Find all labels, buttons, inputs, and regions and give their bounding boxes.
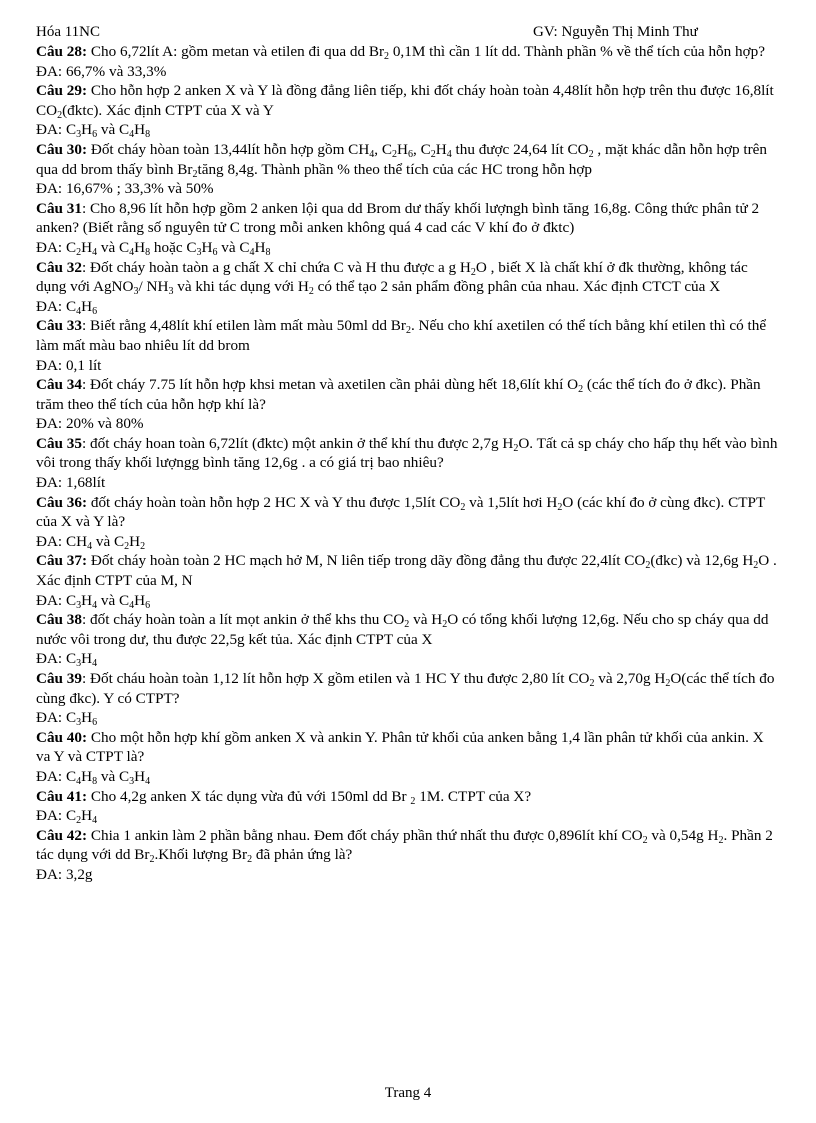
- question-label: Câu 36:: [36, 493, 88, 511]
- question-item: [36, 493, 780, 532]
- question-label: Câu 37:: [36, 552, 88, 570]
- question-item: [36, 610, 780, 649]
- question-text: : đốt cháy hoan toàn 6,72lít (đktc) một ankin ở thể khí thu được 2,7g $H_2O$. Tất cả sp cháy cho hấp thụ hết vào bình vôi trong thấy khối lượngg bình tăng 12,6g . a có giá trị bao nhiêu?: [36, 434, 778, 472]
- question-label: Câu 42:: [36, 826, 88, 844]
- question-text: : Cho 8,96 lít hỗn hợp gồm 2 anken lội qua dd Brom dư thấy khối lượngh bình tăng 16,8g. Công thức phân tử 2 anken? (Biết rằng số nguyên tử C trong mỗi anken không quá 4 cad các V khí đo ở đktc): [36, 199, 760, 237]
- question-item: [36, 81, 780, 120]
- teacher-name: GV: Nguyễn Thị Minh Thư: [533, 24, 698, 40]
- question-label: Câu 34: [36, 376, 82, 394]
- answer-line: ĐA: $C_2H_4$ và $C_4H_8$ hoặc $C_3H_6$ và $C_4H_8$: [36, 238, 271, 258]
- question-item: [36, 140, 780, 179]
- question-label: Câu 32: [36, 258, 82, 276]
- question-item: [36, 199, 780, 238]
- question-text: Cho hỗn hợp 2 anken X và Y là đồng đẳng liên tiếp, khi đốt cháy hoàn toàn 4,48lít hỗn hợp trên thu được 16,8lít $CO_2(đktc)$. Xác định CTPT của X và Y: [36, 82, 774, 121]
- question-list: [36, 42, 780, 885]
- question-label: Câu 41:: [36, 787, 88, 805]
- question-item: [36, 434, 780, 473]
- answer-line: ĐA: 66,7% và 33,3%: [36, 62, 167, 80]
- question-item: [36, 787, 780, 807]
- answer-line: ĐA: $C_4H_6$: [36, 297, 98, 317]
- question-text: Chia 1 ankin làm 2 phần bằng nhau. Đem đốt cháy phần thứ nhất thu được 0,896lít khí $CO_2$ và 0,54g $H_2$. Phần 2 tác dụng với dd $Br_2.Khối$ lượng $Br_2$ đã phản ứng là?: [36, 826, 773, 866]
- question-item: [36, 316, 780, 355]
- question-label: Câu 33: [36, 317, 82, 335]
- page-number: Trang 4: [384, 1085, 432, 1101]
- question-label: Câu 39: [36, 670, 82, 687]
- question-text: Cho 6,72lít A: gồm metan và etilen đi qua dd $Br_2$ 0,1M thì cần 1 lít dd. Thành phần % về thể tích của hỗn hợp?: [87, 43, 765, 62]
- question-item: [36, 375, 780, 414]
- question-text: đốt cháy hoàn toàn hỗn hợp 2 HC X và Y thu được 1,5lít $CO_2$ và 1,5lít hơi $H_2O$ (các khí đo ở cùng đkc). CTPT của X và Y là?: [36, 493, 765, 531]
- question-label: Câu 40:: [36, 728, 88, 746]
- question-item: [36, 826, 780, 865]
- answer-line: ĐA: $C_3H_4$ và $C_4H_6$: [36, 591, 151, 611]
- question-text: Cho 4,2g anken X tác dụng vừa đủ với 150ml dd Br $_2$ 1M. CTPT của X?: [87, 787, 532, 807]
- answer-line: ĐA: $C_3H_6$ và $C_4H_8$: [36, 121, 151, 141]
- answer-line: ĐA: $C_4H_8$ và $C_3H_4$: [36, 767, 151, 787]
- question-text: Đốt cháy hòan toàn 13,44lít hỗn hợp gồm $CH_4$, $C_2H_6$, $C_2H_4$ thu được 24,64 lít $CO_2$ , mặt khác dẫn hỗn hợp trên qua dd brom thấy bình $Br_2tăng$ 8,4g. Thành phần % theo thể tích của các HC trong hỗn hợp: [36, 140, 767, 180]
- subject-class: Hóa 11NC: [36, 24, 101, 40]
- answer-line: ĐA: 20% và 80%: [36, 415, 144, 433]
- page-header: [36, 24, 780, 44]
- question-text: : Đốt cháu hoàn toàn 1,12 lít hỗn hợp X gồm etilen và 1 HC Y thu được 2,80 lít $CO_2$ và 2,70g $H_2O(các$ thể tích đo cùng đkc). Y có CTPT?: [36, 670, 775, 707]
- question-item: [36, 258, 780, 297]
- question-item: [36, 551, 780, 590]
- question-text: Cho một hỗn hợp khí gồm anken X và ankin Y. Phân tử khối của anken bằng 1,4 lần phân tử khối của ankin. X va Y và CTPT là?: [36, 728, 764, 766]
- question-label: Câu 35: [36, 434, 82, 452]
- question-text: : Đốt cháy hoàn taòn a g chất X chỉ chứa C và H thu được a g $H_2O$ , biết X là chất khí ở đk thường, không tác dụng với AgNO$_3$/ $NH_3$ và khi tác dụng với $H_2$ có thể tạo 2 sản phẩm đồng phân của nhau. Xác định CTCT của X: [36, 258, 748, 298]
- question-text: : Biết rằng 4,48lít khí etilen làm mất màu 50ml dd $Br_2$. Nếu cho khí axetilen có thể tích bằng khí etilen thì có thể làm mất màu bao nhiêu lít dd brom: [36, 317, 767, 354]
- answer-line: ĐA: $C_3H_4$: [36, 650, 98, 670]
- answer-line: ĐA: 16,67% ; 33,3% và 50%: [36, 180, 214, 198]
- question-label: Câu 31: [36, 199, 82, 217]
- question-label: Câu 28:: [36, 43, 88, 60]
- question-item: [36, 728, 780, 767]
- question-text: Đốt cháy hoàn toàn 2 HC mạch hở M, N liên tiếp trong dãy đồng đẳng thu được 22,4lít $CO_2(đkc)$ và 12,6g $H_2O$ . Xác định CTPT của M, N: [36, 552, 777, 590]
- answer-line: ĐA: 1,68lít: [36, 474, 106, 492]
- question-item: [36, 669, 780, 708]
- answer-line: ĐA: 3,2g: [36, 865, 93, 883]
- answer-line: ĐA: $C_3H_6$: [36, 709, 98, 729]
- question-text: : đốt cháy hoàn toàn a lít mọt ankin ở thể khs thu $CO_2$ và $H_2O$ có tổng khối lượng 12,6g. Nếu cho sp cháy qua dd nước vôi trong dư, thu được 22,5g kết tủa. Xác định CTPT của X: [36, 611, 769, 648]
- question-text: : Đốt cháy 7.75 lít hỗn hợp khsi metan và axetilen cần phải dùng hết 18,6lít khí $O_2$ (các thể tích đo ở đkc). Phần trăm theo thể tích của hỗn hợp khí là?: [36, 376, 761, 413]
- question-label: Câu 29:: [36, 82, 88, 100]
- answer-line: ĐA: $C_2H_4$: [36, 807, 98, 827]
- question-label: Câu 30:: [36, 140, 88, 158]
- question-item: [36, 42, 780, 62]
- answer-line: ĐA: 0,1 lít: [36, 356, 102, 374]
- question-label: Câu 38: [36, 611, 82, 629]
- answer-line: ĐA: $CH_4$ và $C_2H_2$: [36, 532, 146, 552]
